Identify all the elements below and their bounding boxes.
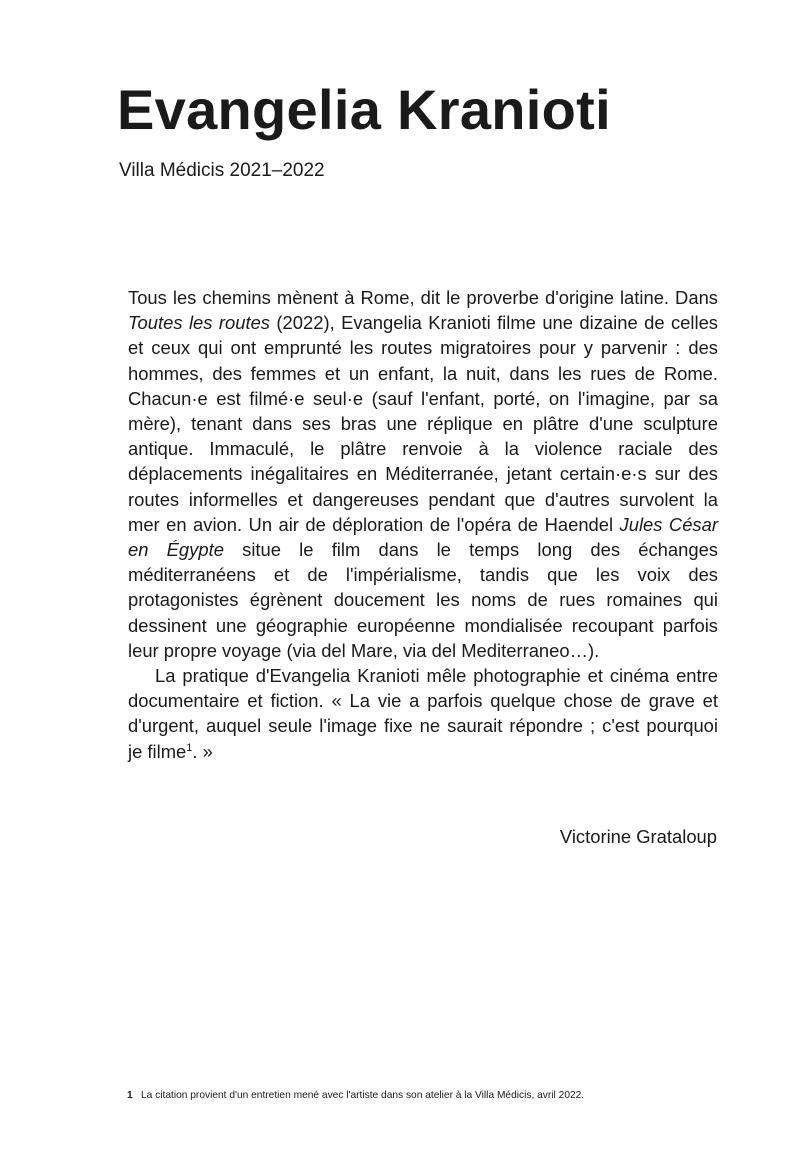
- work-title-toutes-les-routes: Toutes les routes: [128, 312, 270, 334]
- footnote-reference[interactable]: 1: [186, 741, 193, 754]
- paragraph-1-text-b: (2022), Evangelia Kranioti filme une dizaine de celles et ceux qui ont emprunté les routes migratoires pour y parvenir : des hommes, des femmes et un enfant, la nuit, dans les rues de Rome. Chacun·e est filmé·e seul·e (sauf l'enfant, porté, on l'imagine, par sa mère), tenant dans ses bras une réplique en plâtre d'une sculpture antique. Immaculé, le plâtre renvoie à la violence raciale des déplacements inégalitaires en Méditerranée, jetant certain·e·s sur des routes informelles et dangereuses pendant que d'autres survolent la mer en avion. Un air de déploration de l'opéra de Haendel: [128, 312, 719, 535]
- author-signature: Victorine Grataloup: [559, 826, 717, 847]
- work-title-jules-cesar: Jules César en Égypte: [128, 513, 718, 561]
- paragraph-1: [128, 285, 718, 663]
- paragraph-1-text-c: situe le film dans le temps long des échanges méditerranéens et de l'impérialisme, tandis que les voix des protagonistes égrènent doucement les noms de rues romaines qui dessinent une géographie européenne mondialisée recoupant parfois leur propre voyage (via del Mare, via del Mediterraneo…).: [128, 539, 718, 661]
- footnote-number: 1: [127, 1090, 133, 1101]
- paragraph-2-text-b: . »: [192, 740, 213, 762]
- page-title: Evangelia Kranioti: [117, 78, 611, 141]
- paragraph-2-text-a: La pratique d'Evangelia Kranioti mêle photographie et cinéma entre documentaire et fiction. « La vie a parfois quelque chose de grave et d'urgent, auquel seule l'image fixe ne saurait répondre ; c'est pourquoi je filme: [128, 665, 718, 762]
- footnote: [127, 1089, 584, 1103]
- footnote-text: La citation provient d'un entretien mené avec l'artiste dans son atelier à la Villa Médicis, avril 2022.: [141, 1090, 585, 1101]
- article-body: [128, 285, 718, 764]
- page-subtitle: Villa Médicis 2021–2022: [119, 160, 325, 181]
- paragraph-1-text-a: Tous les chemins mènent à Rome, dit le proverbe d'origine latine. Dans: [128, 287, 718, 308]
- paragraph-2: [128, 663, 718, 764]
